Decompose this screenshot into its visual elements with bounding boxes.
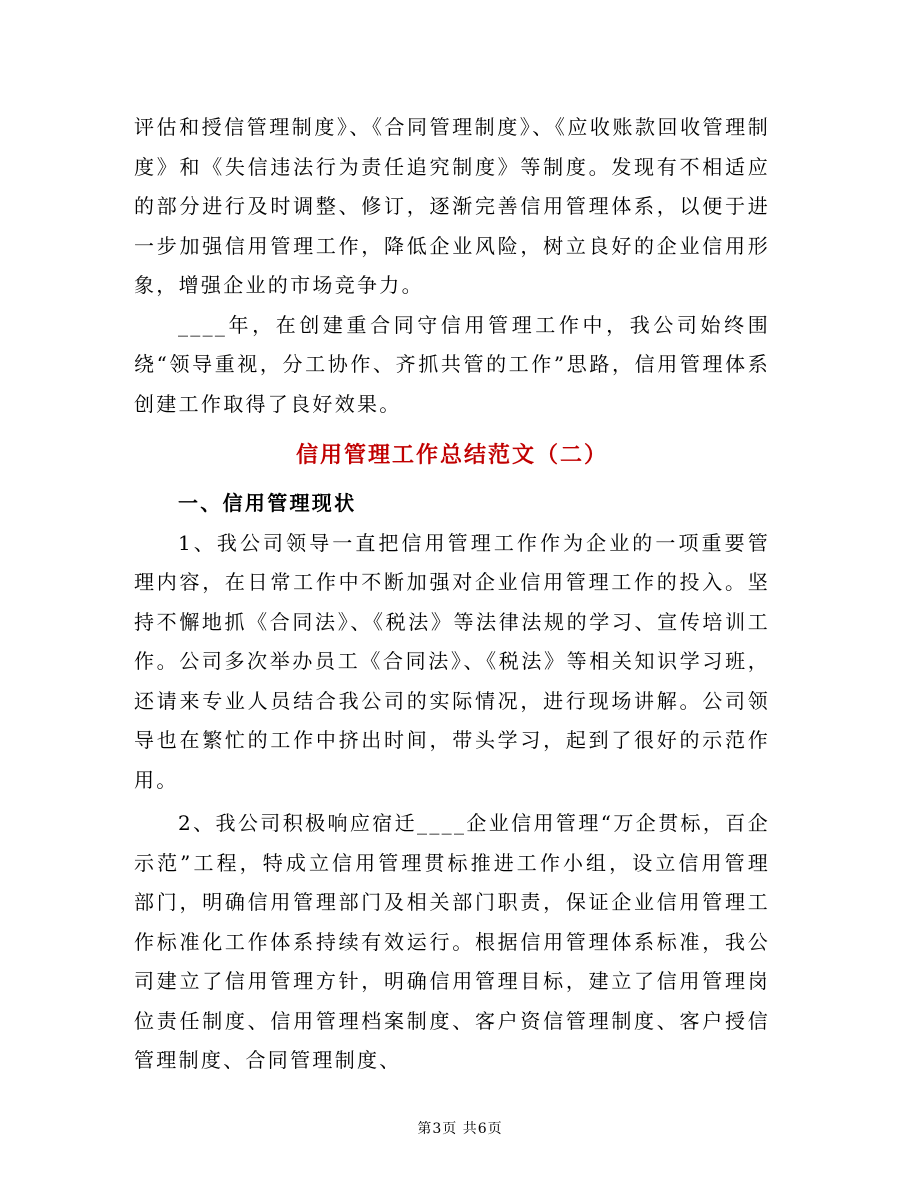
body-paragraph: ____年，在创建重合同守信用管理工作中，我公司始终围绕“领导重视，分工协作、齐抓共管的工作”思路，信用管理体系创建工作取得了良好效果。 bbox=[134, 312, 770, 416]
page-number: 第3页 共6页 bbox=[417, 1121, 503, 1137]
document-body bbox=[134, 108, 770, 1081]
numbered-item-2: 2、我公司积极响应宿迁____企业信用管理“万企贯标，百企示范”工程，特成立信用管理贯标推进工作小组，设立信用管理部门，明确信用管理部门及相关部门职责，保证企业信用管理工作标准化工作体系持续有效运行。根据信用管理体系标准，我公司建立了信用管理方针，明确信用管理目标，建立了信用管理岗位责任制度、信用管理档案制度、客户资信管理制度、客户授信管理制度、合同管理制度、 bbox=[134, 811, 770, 1072]
numbered-item-1: 1、我公司领导一直把信用管理工作作为企业的一项重要管理内容，在日常工作中不断加强对企业信用管理工作的投入。坚持不懈地抓《合同法》、《税法》等法律法规的学习、宣传培训工作。公司多次举办员工《合同法》、《税法》等相关知识学习班，还请来专业人员结合我公司的实际情况，进行现场讲解。公司领导也在繁忙的工作中挤出时间，带头学习，起到了很好的示范作用。 bbox=[134, 530, 770, 792]
section-heading: 一、信用管理现状 bbox=[178, 491, 357, 515]
continuation-paragraph: 评估和授信管理制度》、《合同管理制度》、《应收账款回收管理制度》和《失信违法行为责任追究制度》等制度。发现有不相适应的部分进行及时调整、修订，逐渐完善信用管理体系，以便于进一步加强信用管理工作，降低企业风险，树立良好的企业信用形象，增强企业的市场竞争力。 bbox=[134, 115, 770, 297]
section-title: 信用管理工作总结范文（二） bbox=[295, 442, 608, 468]
